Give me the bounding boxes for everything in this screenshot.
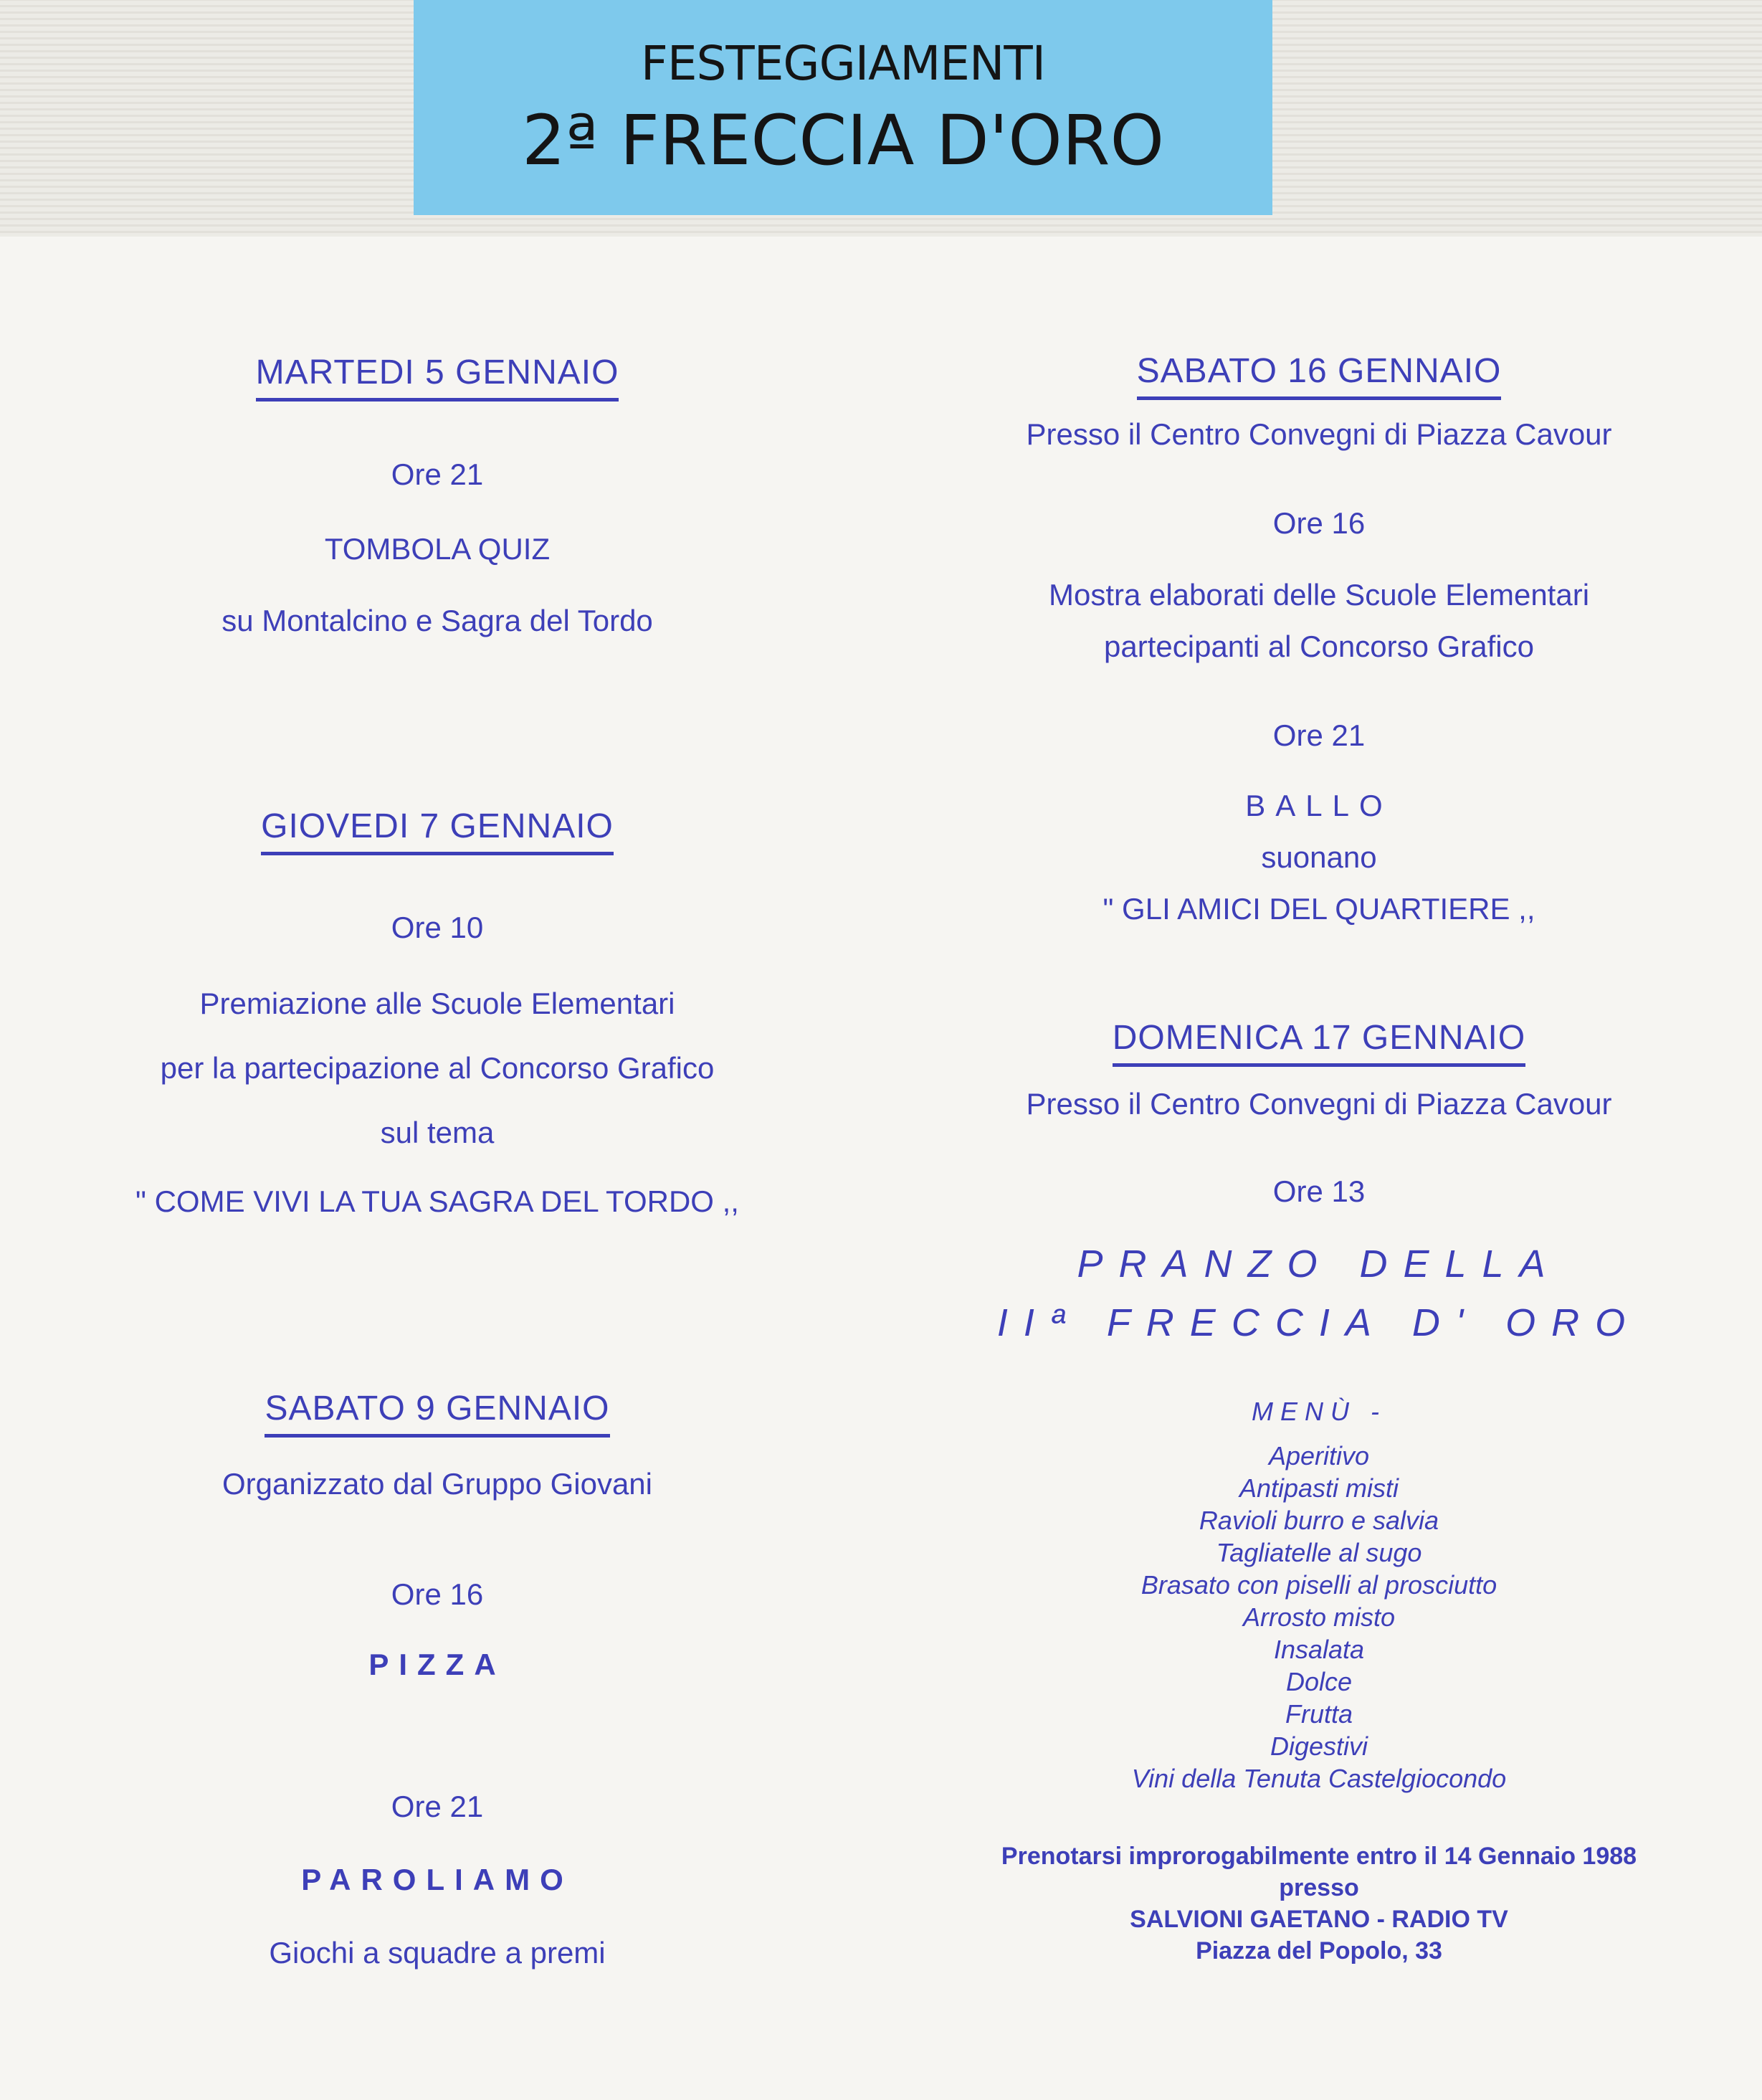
section-sabato-16 — [918, 351, 1720, 400]
event-desc: su Montalcino e Sagra del Tordo — [222, 604, 653, 637]
time: Ore 21 — [1272, 718, 1366, 752]
venue: Presso il Centro Convegni di Piazza Cavour — [1026, 1087, 1612, 1121]
right-column — [918, 0, 1720, 2100]
date-heading: DOMENICA 17 GENNAIO — [1113, 1018, 1525, 1067]
event-title: PIZZA — [368, 1648, 506, 1681]
event-line: suonano — [1261, 840, 1377, 874]
event-title: BALLO — [1245, 789, 1393, 822]
title-line-1: FESTEGGIAMENTI — [640, 36, 1046, 91]
date-heading: MARTEDI 5 GENNAIO — [256, 353, 619, 402]
menu-item: Digestivi — [1270, 1731, 1368, 1761]
time: Ore 21 — [391, 1790, 484, 1823]
date-heading: GIOVEDI 7 GENNAIO — [261, 807, 614, 855]
time: Ore 10 — [391, 911, 484, 944]
menu-item: Brasato con piselli al prosciutto — [1140, 1570, 1497, 1600]
event-line: Mostra elaborati delle Scuole Elementari — [1048, 578, 1590, 612]
date-heading: SABATO 16 GENNAIO — [1137, 351, 1502, 400]
menu-item: Insalata — [1273, 1635, 1365, 1664]
lunch-title: IIª FRECCIA D' ORO — [996, 1301, 1642, 1344]
lunch-title: PRANZO DELLA — [1077, 1243, 1561, 1286]
left-column — [43, 0, 832, 2100]
booking-line: SALVIONI GAETANO - RADIO TV — [1130, 1906, 1508, 1933]
time: Ore 16 — [1272, 506, 1366, 540]
menu-heading: MENÙ - — [1252, 1397, 1386, 1426]
time: Ore 21 — [391, 457, 484, 491]
booking-line: Piazza del Popolo, 33 — [1196, 1937, 1442, 1964]
organizer: Organizzato dal Gruppo Giovani — [222, 1467, 652, 1501]
event-desc: Giochi a squadre a premi — [269, 1936, 606, 1970]
event-line: " COME VIVI LA TUA SAGRA DEL TORDO ,, — [135, 1184, 739, 1218]
time: Ore 16 — [391, 1577, 484, 1611]
section-domenica — [918, 1018, 1720, 1067]
menu-item: Arrosto misto — [1242, 1602, 1396, 1632]
section-martedi — [43, 353, 832, 402]
menu-item: Vini della Tenuta Castelgiocondo — [1131, 1764, 1507, 1793]
menu-item: Frutta — [1285, 1699, 1353, 1729]
event-title: PAROLIAMO — [301, 1863, 573, 1896]
title-line-2: 2ª FRECCIA D'ORO — [521, 100, 1165, 181]
date-heading: SABATO 9 GENNAIO — [265, 1389, 609, 1438]
event-line: per la partecipazione al Concorso Grafico — [160, 1051, 715, 1085]
time: Ore 13 — [1272, 1174, 1366, 1208]
menu-item: Dolce — [1285, 1667, 1353, 1696]
menu-item: Aperitivo — [1268, 1441, 1370, 1471]
booking-line: presso — [1279, 1874, 1359, 1901]
band-name: " GLI AMICI DEL QUARTIERE ,, — [1103, 892, 1535, 926]
event-title: TOMBOLA QUIZ — [324, 532, 551, 566]
section-sabato-9 — [43, 1389, 832, 1438]
venue: Presso il Centro Convegni di Piazza Cavour — [1026, 417, 1612, 451]
menu-item: Antipasti misti — [1239, 1473, 1399, 1503]
menu-item: Tagliatelle al sugo — [1216, 1538, 1422, 1567]
event-line: sul tema — [380, 1116, 495, 1149]
booking-line: Prenotarsi improrogabilmente entro il 14 Gennaio 1988 — [1001, 1843, 1637, 1870]
event-line: partecipanti al Concorso Grafico — [1104, 629, 1534, 663]
menu-item: Ravioli burro e salvia — [1199, 1506, 1439, 1535]
section-giovedi — [43, 807, 832, 855]
event-line: Premiazione alle Scuole Elementari — [199, 987, 675, 1020]
